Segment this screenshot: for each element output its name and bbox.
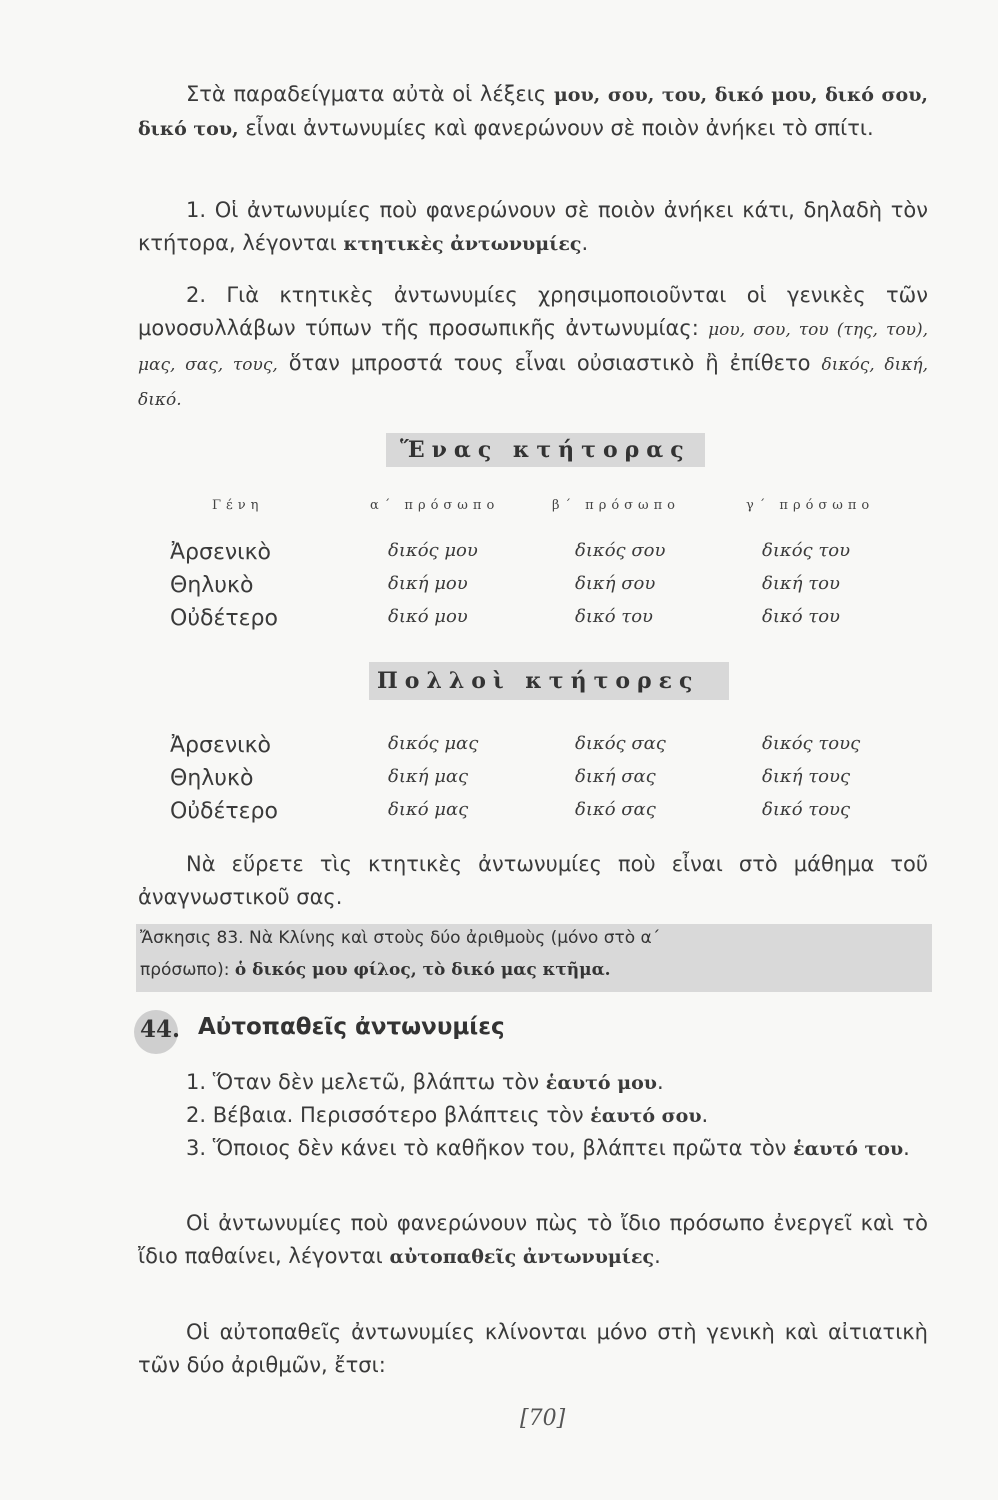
task-paragraph: Νὰ εὕρετε τὶς κτητικὲς ἀντωνυμίες ποὺ εἶναι στὸ μάθημα τοῦ ἀναγνωστικοῦ σας. bbox=[138, 852, 928, 909]
example-text: 2. Βέβαια. Περισσότερο βλάπτεις τὸν bbox=[186, 1103, 591, 1127]
page-number: [70] bbox=[520, 1406, 566, 1431]
pronoun-cell: δική σας bbox=[575, 766, 656, 787]
intro-text-end: εἶναι ἀντωνυμίες καὶ φανερώνουν σὲ ποιὸν ἀνήκει τὸ σπίτι. bbox=[238, 116, 874, 140]
header-second-person: β΄ πρόσωπο bbox=[552, 498, 681, 513]
pronoun-cell: δική τους bbox=[762, 766, 851, 787]
rule-2-adjectives: δικός, δική, δικό. bbox=[138, 355, 929, 410]
gender-cell: Οὐδέτερο bbox=[170, 799, 278, 824]
exercise-text-cont: πρόσωπο): bbox=[140, 960, 235, 980]
rule-2-forms: μου, σου, του (της, του), μας, σας, τους, bbox=[138, 320, 928, 375]
example-period: . bbox=[903, 1136, 910, 1160]
declension-note-paragraph: Οἱ αὐτοπαθεῖς ἀντωνυμίες κλίνονται μόνο στὴ γενικὴ καὶ αἰτιατικὴ τῶν δύο ἀριθμῶν, ἔτσι: bbox=[138, 1320, 928, 1377]
gender-cell: Ἀρσενικὸ bbox=[170, 540, 272, 565]
pronoun-cell: δική μας bbox=[388, 766, 469, 787]
example-text: 3. Ὅποιος δὲν κάνει τὸ καθῆκον του, βλάπτει πρῶτα τὸν bbox=[186, 1136, 794, 1160]
example-text: 1. Ὅταν δὲν μελετῶ, βλάπτω τὸν bbox=[186, 1070, 546, 1094]
rule-2-paragraph bbox=[138, 279, 928, 417]
example-3 bbox=[138, 1132, 928, 1166]
header-first-person: α΄ πρόσωπο bbox=[370, 498, 500, 513]
exercise-text: Νὰ Κλίνης καὶ στοὺς δύο ἀριθμοὺς (μόνο στὸ α΄ bbox=[243, 928, 661, 948]
rule-2-text-mid: ὅταν μπροστά τους εἶναι οὐσιαστικὸ ἢ ἐπίθετο bbox=[277, 351, 822, 375]
single-owner-heading: Ἕνας κτήτορας bbox=[386, 433, 705, 467]
gender-cell: Οὐδέτερο bbox=[170, 606, 278, 631]
pronoun-cell: δική μου bbox=[388, 573, 468, 594]
reflexive-rule-paragraph bbox=[138, 1207, 928, 1274]
pronoun-cell: δικό μας bbox=[388, 799, 469, 820]
rule-1-text: 1. Οἱ ἀντωνυμίες ποὺ φανερώνουν σὲ ποιὸν ἀνήκει κάτι, δηλαδὴ τὸν κτήτορα, λέγονται bbox=[138, 198, 928, 255]
rule-1-term: κτητικὲς ἀντωνυμίες bbox=[343, 233, 582, 255]
example-pronoun: ἑαυτό μου bbox=[545, 1072, 657, 1094]
example-period: . bbox=[701, 1103, 709, 1127]
pronoun-cell: δικός σας bbox=[575, 733, 666, 754]
pronoun-cell: δικό σας bbox=[575, 799, 656, 820]
section-number: 44. bbox=[140, 1016, 181, 1043]
exercise-line-2 bbox=[140, 960, 611, 980]
intro-paragraph bbox=[138, 78, 928, 146]
gender-cell: Θηλυκὸ bbox=[170, 766, 254, 791]
pronoun-cell: δικός σου bbox=[575, 540, 666, 561]
intro-bold-pronouns: μου, σου, του, δικό μου, δικό σου, δικό του, bbox=[138, 84, 929, 140]
gender-cell: Ἀρσενικὸ bbox=[170, 733, 272, 758]
rule-2-text: 2. Γιὰ κτητικὲς ἀντωνυμίες χρησιμοποιοῦνται οἱ γενικὲς τῶν μονοσυλλάβων τύπων τῆς προσωπικῆς ἀντωνυμίας: bbox=[138, 283, 928, 340]
exercise-phrases: ὁ δικός μου φίλος, τὸ δικό μας κτῆμα. bbox=[234, 960, 611, 980]
header-third-person: γ΄ πρόσωπο bbox=[746, 498, 875, 513]
gender-cell: Θηλυκὸ bbox=[170, 573, 254, 598]
pronoun-cell: δικός τους bbox=[762, 733, 861, 754]
pronoun-cell: δική του bbox=[762, 573, 840, 594]
rule-period: . bbox=[654, 1244, 661, 1268]
pronoun-cell: δικό του bbox=[575, 606, 653, 627]
rule-text: Οἱ ἀντωνυμίες ποὺ φανερώνουν πὼς τὸ ἴδιο πρόσωπο ἐνεργεῖ καὶ τὸ ἴδιο παθαίνει, λέγονται bbox=[138, 1211, 928, 1268]
example-pronoun: ἑαυτό του bbox=[793, 1138, 904, 1160]
exercise-line-1 bbox=[140, 928, 660, 948]
pronoun-cell: δικός μας bbox=[388, 733, 479, 754]
pronoun-cell: δικός μου bbox=[388, 540, 478, 561]
rule-1-paragraph bbox=[138, 194, 928, 261]
plural-owners-heading: Πολλοὶ κτήτορες bbox=[369, 662, 729, 700]
example-period: . bbox=[656, 1070, 664, 1094]
exercise-box bbox=[136, 924, 932, 992]
example-1 bbox=[138, 1066, 928, 1100]
header-genders: Γένη bbox=[212, 498, 264, 513]
section-title: Αὐτοπαθεῖς ἀντωνυμίες bbox=[198, 1014, 505, 1040]
intro-text: Στὰ παραδείγματα αὐτὰ οἱ λέξεις bbox=[186, 82, 554, 106]
pronoun-cell: δικό τους bbox=[762, 799, 851, 820]
example-2 bbox=[138, 1099, 928, 1133]
table-row bbox=[170, 573, 930, 605]
table-row bbox=[170, 606, 930, 638]
rule-1-period: . bbox=[581, 231, 589, 255]
table-row bbox=[170, 799, 930, 831]
table-row bbox=[170, 540, 930, 572]
exercise-label: Ἄσκησις 83. bbox=[140, 928, 244, 948]
pronoun-cell: δική σου bbox=[575, 573, 656, 594]
table-row bbox=[170, 733, 930, 765]
pronoun-cell: δικός του bbox=[762, 540, 851, 561]
pronoun-cell: δικό του bbox=[762, 606, 840, 627]
rule-term: αὐτοπαθεῖς ἀντωνυμίες bbox=[389, 1246, 655, 1268]
example-pronoun: ἑαυτό σου bbox=[590, 1105, 702, 1127]
pronoun-cell: δικό μου bbox=[388, 606, 468, 627]
table-row bbox=[170, 766, 930, 798]
table-header-row bbox=[170, 498, 930, 530]
